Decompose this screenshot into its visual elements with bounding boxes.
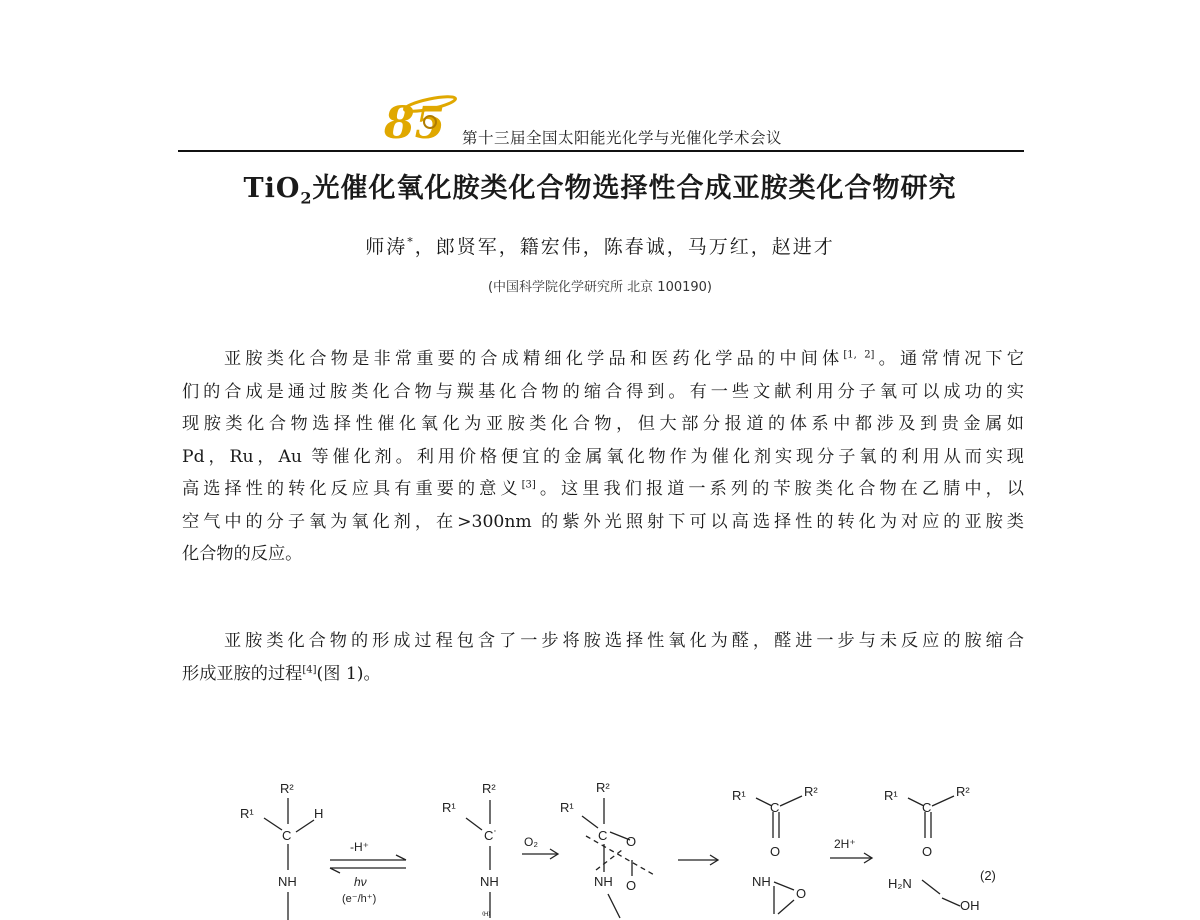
author-list: 师涛*，郎贤军，籍宏伟，陈春诚，马万红，赵进才	[365, 235, 835, 258]
carbon-radical-label: C˙	[484, 828, 498, 843]
text-line: Pd，Ru，Au 等催化剂。利用价格便宜的金属氧化物作为催化剂实现分子氧的利用从而实现	[182, 446, 1024, 467]
oxygen-label: O	[922, 844, 933, 859]
text-line: 现胺类化合物选择性催化氧化为亚胺类化合物，但大部分报道的体系中都涉及到贵金属如	[182, 414, 1024, 434]
paragraph-mechanism	[182, 625, 1024, 690]
oxygen-label: O	[626, 878, 637, 893]
carbon-label: C	[922, 800, 932, 815]
text-line: 高选择性的转化反应具有重要的意义[3]。这里我们报道一系列的苄胺类化合物在乙腈中，以	[182, 479, 1024, 499]
equation-number: (2)	[980, 868, 996, 883]
oxygen-label: O	[796, 886, 807, 901]
r2-label: R²	[280, 781, 294, 796]
carbon-label: C	[598, 828, 608, 843]
nh-label: NH	[594, 874, 613, 889]
h2n-label: H₂N	[888, 876, 912, 891]
text-line: 形成亚胺的过程[4](图 1)。	[182, 663, 381, 684]
oh-label: OH	[960, 898, 980, 913]
step1-hv-label: hν	[354, 875, 367, 889]
text-line: 亚胺类化合物的形成过程包含了一步将胺选择性氧化为醛，醛进一步与未反应的胺缩合	[224, 631, 1024, 651]
r1-label: R¹	[442, 800, 456, 815]
fragment-label: ⁽ᴴ⁾	[482, 910, 491, 920]
oxygen-label: O	[770, 844, 781, 859]
r2-label: R²	[596, 780, 610, 795]
affiliation: (中国科学院化学研究所 北京 100190)	[487, 280, 713, 295]
nh-label: NH	[752, 874, 771, 889]
r1-label: R¹	[560, 800, 574, 815]
nh-label: NH	[278, 874, 297, 889]
text-line: 化合物的反应。	[182, 544, 303, 564]
header-rule	[178, 150, 1024, 152]
oxygen-label: O	[626, 834, 637, 849]
step1-bottom-label: (e⁻/h⁺)	[342, 893, 377, 905]
carbon-label: C	[770, 800, 780, 815]
text-line: 们的合成是通过胺类化合物与羰基化合物的缩合得到。有一些文献利用分子氧可以成功的实	[182, 381, 1024, 402]
r1-label: R¹	[240, 806, 254, 821]
text-line: 亚胺类化合物是非常重要的合成精细化学品和医药化学品的中间体[1, 2]。通常情况下它	[224, 349, 1024, 369]
step4-label: 2H⁺	[834, 837, 856, 851]
reaction-scheme	[220, 768, 1020, 920]
conference-name: 第十三届全国太阳能光化学与光催化学术会议	[462, 129, 783, 147]
r1-label: R¹	[884, 788, 898, 803]
paragraph-intro	[182, 343, 1024, 571]
text-line: 空气中的分子氧为氧化剂，在>300nm 的紫外光照射下可以高选择性的转化为对应的亚胺类	[182, 511, 1024, 532]
r2-label: R²	[956, 784, 970, 799]
step1-top-label: -H⁺	[350, 840, 369, 854]
h-label: H	[314, 806, 324, 821]
carbon-label: C	[282, 828, 292, 843]
r2-label: R²	[482, 781, 496, 796]
logo-text: 85	[384, 98, 446, 144]
r2-label: R²	[804, 784, 818, 799]
paper-title: TiO$_2$光催化氧化胺类化合物选择性合成亚胺类化合物研究	[243, 173, 957, 208]
conference-logo-icon	[380, 88, 460, 144]
r1-label: R¹	[732, 788, 746, 803]
nh-label: NH	[480, 874, 499, 889]
step2-label: O₂	[524, 835, 538, 849]
